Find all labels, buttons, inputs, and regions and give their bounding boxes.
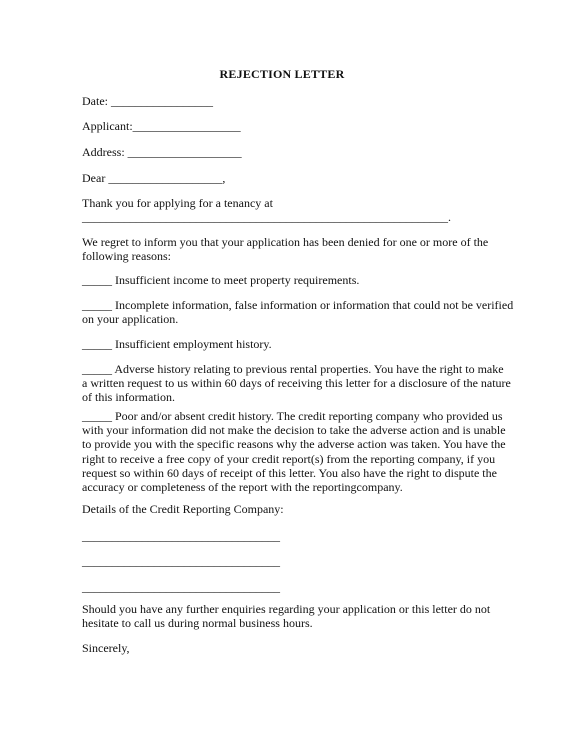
reason-credit-line-6: accuracy or completeness of the report with the reportingcompany. [82, 480, 403, 495]
reason-incomplete [82, 298, 514, 327]
reason-incomplete-line-2: on your application. [82, 312, 179, 327]
thank-you-paragraph [82, 196, 502, 224]
regret-line-1: We regret to inform you that your application has been denied for one or more of the [82, 235, 489, 249]
reason-credit-line-1: _____ Poor and/or absent credit history. The credit reporting company who provided us [82, 409, 503, 423]
closing-line-1: Should you have any further enquiries regarding your application or this letter do not [82, 602, 491, 616]
regret-paragraph [82, 235, 502, 263]
reason-income: _____ Insufficient income to meet property requirements. [82, 273, 360, 287]
reason-credit [82, 409, 506, 495]
date-line: Date: _________________ [82, 94, 213, 108]
letter-title: REJECTION LETTER [219, 67, 345, 81]
reason-credit-line-5: request so within 60 days of receipt of this letter. You also have the right to dispute the [82, 465, 497, 480]
blank-line-2: _________________________________ [82, 554, 280, 568]
signoff: Sincerely, [82, 641, 130, 655]
thank-you-line-2: _____________________________________________________________. [82, 210, 451, 225]
closing-line-2: hesitate to call us during normal business hours. [82, 616, 313, 631]
thank-you-line-1: Thank you for applying for a tenancy at [82, 196, 273, 210]
regret-line-2: following reasons: [82, 249, 171, 264]
reason-rental-line-2: a written request to us within 60 days of receiving this letter for a disclosure of the nature [82, 376, 511, 391]
closing-paragraph [82, 602, 502, 630]
reason-credit-line-3: to provide you with the specific reasons why the adverse action was taken. You have the [82, 437, 506, 452]
blank-line-3: _________________________________ [82, 580, 280, 594]
reason-credit-line-4: right to receive a free copy of your credit report(s) from the reporting company, if you [82, 451, 496, 466]
reason-rental-line-3: of this information. [82, 390, 175, 405]
address-line: Address: ___________________ [82, 145, 242, 159]
reason-rental [82, 362, 511, 405]
reason-incomplete-line-1: _____ Incomplete information, false information or information that could not be verified [82, 298, 514, 312]
dear-line: Dear ___________________, [82, 171, 226, 185]
reason-rental-line-1: _____ Adverse history relating to previous rental properties. You have the right to make [82, 362, 504, 376]
reason-employment: _____ Insufficient employment history. [82, 337, 272, 351]
details-heading: Details of the Credit Reporting Company: [82, 502, 284, 516]
applicant-line: Applicant:__________________ [82, 119, 241, 133]
reason-credit-line-2: with your information did not make the decision to take the adverse action and is unable [82, 423, 506, 438]
blank-line-1: _________________________________ [82, 529, 280, 543]
